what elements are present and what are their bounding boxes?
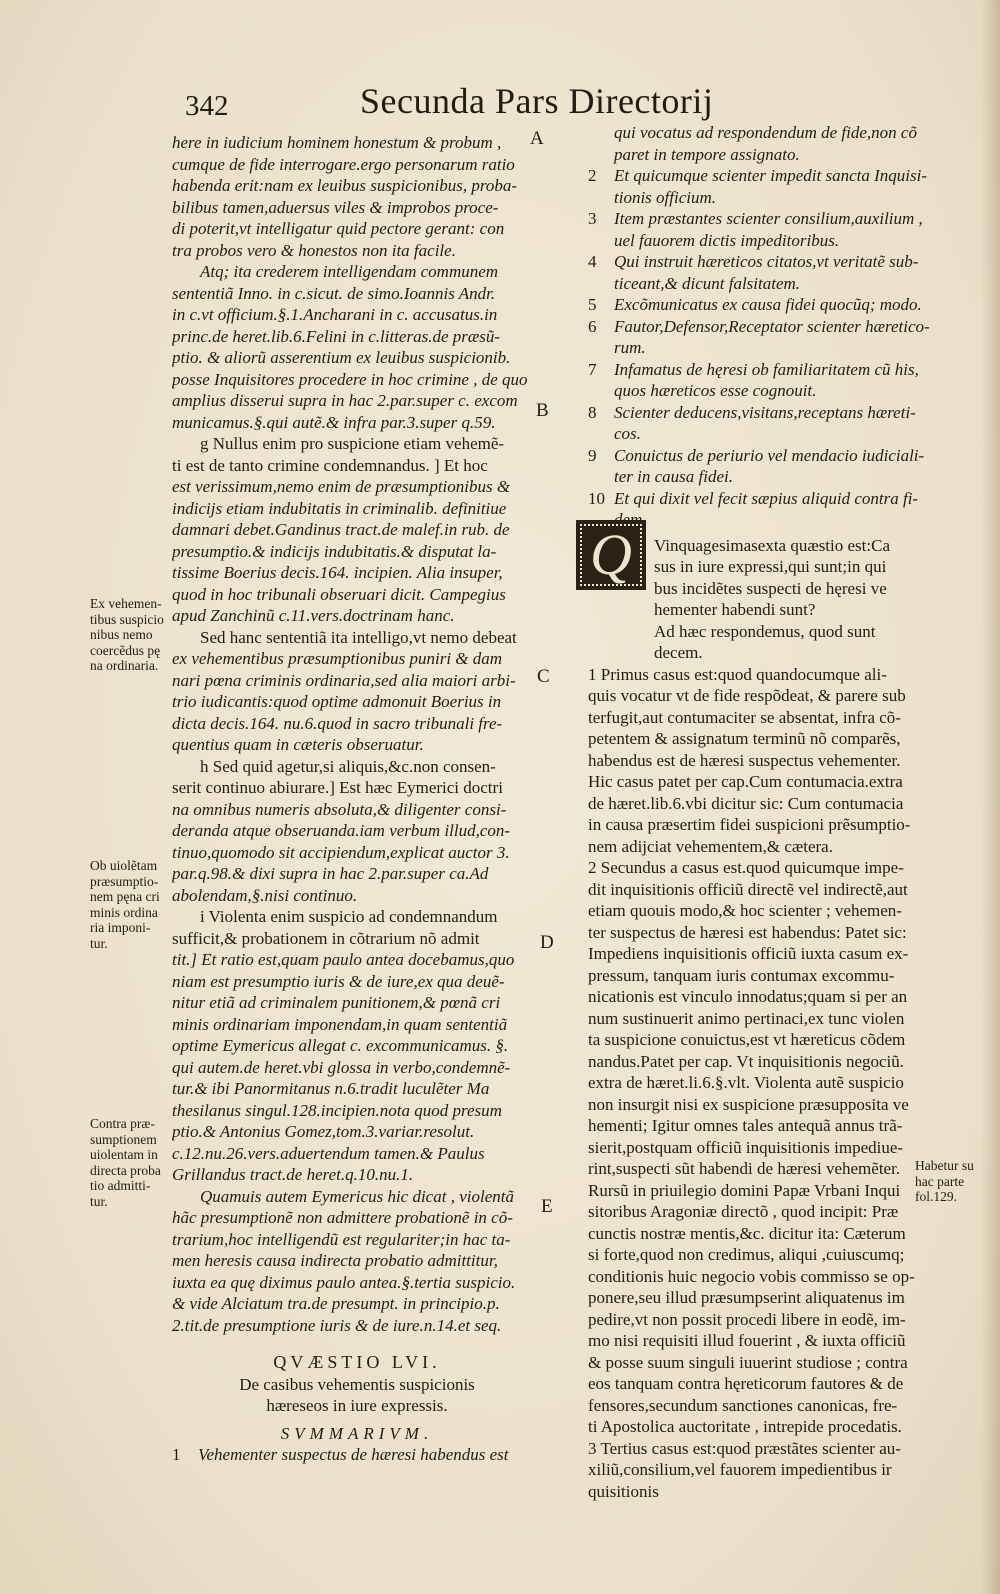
- summarium-item: [588, 144, 960, 166]
- text-line: 2 Secundus a casus est.quod quicumque impe-: [588, 858, 904, 877]
- margin-note-line: uiolentam in: [90, 1147, 158, 1162]
- margin-note-line: tio admitti-: [90, 1178, 151, 1193]
- question-subtitle: De casibus vehementis suspicionis: [239, 1374, 475, 1394]
- margin-note-line: minis ordina: [90, 904, 158, 920]
- text-line: presumptio.& indicijs indubitatis.& disputat la-: [172, 541, 497, 561]
- margin-note: [90, 858, 160, 951]
- summarium-item: [588, 359, 960, 381]
- text-line: ptio. & aliorũ asserentium ex leuibus suspicionib.: [172, 348, 511, 367]
- summarium-item: [588, 208, 960, 230]
- text-line: conditionis huic negocio vobis commisso se op-: [588, 1266, 915, 1286]
- margin-note: [915, 1158, 974, 1205]
- text-line: thesilanus singul.128.incipien.nota quod presum: [172, 1100, 502, 1120]
- right-column: [588, 122, 960, 1502]
- summarium-item: [588, 230, 960, 252]
- summarium-item-number: 4: [588, 252, 597, 271]
- question-title: QVÆSTIO LVI.: [273, 1352, 441, 1372]
- summarium-item: [588, 337, 960, 359]
- text-line: dit inquisitionis officiũ directẽ vel indirectẽ,aut: [588, 879, 908, 899]
- text-line: Sed hanc sententiã ita intelligo,vt nemo debeat: [200, 627, 517, 647]
- text-line: ex vehementibus præsumptionibus puniri & dam: [172, 649, 503, 668]
- text-line: num sustinuerit animo pertinaci,ex tunc violen: [588, 1008, 905, 1028]
- text-line: Impediens inquisitionis officiũ iuxta casum ex-: [588, 944, 909, 963]
- summarium-item-text: ticeant,& dicunt falsitatem.: [614, 273, 801, 293]
- text-line: 3 Tertius casus est:quod præstãtes scienter au-: [588, 1438, 901, 1458]
- text-line: quisitionis: [588, 1481, 659, 1501]
- text-line: in c.vt officium.§.1.Ancharani in c. accusatus.in: [172, 305, 498, 324]
- text-line: princ.de heret.lib.6.Felini in c.litteras.de præsũ-: [172, 326, 500, 346]
- summarium-item: [588, 466, 960, 488]
- margin-note: [90, 596, 164, 674]
- text-line: sierit,postquam officiũ inquisitionis impediue-: [588, 1137, 904, 1157]
- text-line: tissime Boerius decis.164. incipien. Alia insuper,: [172, 563, 503, 582]
- right-column-text: [588, 621, 960, 1503]
- text-line: cumque de fide interrogare.ergo personarum ratio: [172, 154, 515, 174]
- margin-note-line: Ex vehemen-: [90, 596, 162, 611]
- text-line: terfugit,aut contumaciter se absentat, infra cõ-: [588, 707, 901, 727]
- text-line: municamus.§.qui autẽ.& infra par.3.super q.59.: [172, 412, 496, 432]
- decorated-initial: [576, 520, 646, 590]
- text-line: rint,suspecti sũt habendi de hæresi vehemẽter.: [588, 1159, 901, 1178]
- text-line: pedire,vt non possit procedi libere in eodẽ, im-: [588, 1309, 906, 1329]
- text-line: apud Zanchinũ c.11.vers.doctrinam hanc.: [172, 606, 455, 625]
- text-line: Hic casus patet per cap.Cum contumacia.extra: [588, 772, 903, 791]
- margin-note-line: nibus nemo: [90, 627, 153, 642]
- margin-note-line: tur.: [90, 935, 108, 951]
- summarium-item-number: 1: [172, 1445, 181, 1464]
- text-line: nari pœna criminis ordinaria,sed alia maiori arbi-: [172, 670, 516, 690]
- summarium-item-text: uel fauorem dictis impeditoribus.: [614, 230, 840, 250]
- text-line: quod in hoc tribunali obseruari dicit. Campegius: [172, 584, 506, 604]
- text-line: eos tanquam contra hęreticorum fautores & de: [588, 1374, 904, 1393]
- summarium-item: [588, 488, 960, 510]
- text-line: 2.tit.de presumptione iuris & de iure.n.14.et seq.: [172, 1315, 502, 1335]
- text-line: ta suspicione conuictus,est vt hæreticus cõdem: [588, 1030, 906, 1049]
- margin-note-line: directa proba: [90, 1162, 161, 1178]
- summarium-item-text: paret in tempore assignato.: [614, 144, 800, 164]
- margin-note-line: Ob uiolẽtam: [90, 858, 158, 873]
- margin-note-line: coercẽdus pę: [90, 642, 161, 658]
- text-line: nem adijciat vehementem,& cætera.: [588, 836, 833, 856]
- summarium-item: [588, 316, 960, 338]
- text-line: here in iudicium hominem honestum & probum ,: [172, 133, 502, 152]
- text-line: xiliũ,consilium,vel fauorem impedientibus ir: [588, 1460, 892, 1479]
- text-line: iuxta ea quę diximus paulo antea.§.tertia suspicio.: [172, 1272, 516, 1292]
- text-line: ti Apostolica auctoritate , intrepide procedatis.: [588, 1417, 902, 1436]
- summarium-item-number: 3: [588, 209, 597, 228]
- text-line: indicijs etiam indubitatis in criminalib. definitiue: [172, 498, 507, 518]
- summarium-item-number: 8: [588, 402, 597, 422]
- text-line: habendus est de hæresi suspectus vehementer.: [588, 750, 901, 770]
- text-line: & vide Alciatum tra.de presumpt. in principio.p.: [172, 1294, 500, 1313]
- margin-note-line: sumptionem: [90, 1131, 157, 1147]
- text-line: qui autem.de heret.vbi glossa in verbo,condemnẽ-: [172, 1057, 511, 1077]
- summarium-item: [588, 445, 960, 467]
- text-line: sufficit,& probationem in cõtrarium nõ admit: [172, 928, 480, 948]
- summarium-item: [588, 423, 960, 445]
- text-line: di poterit,vt intelligatur quid pectore gerant: con: [172, 219, 505, 238]
- text-line: si forte,quod non credimus, aliqui ,cuiuscumq;: [588, 1245, 905, 1264]
- summarium-item-text: tionis officium.: [614, 187, 716, 207]
- summarium-item-text: rum.: [614, 338, 646, 357]
- summarium-item: [588, 187, 960, 209]
- text-line: par.q.98.& dixi supra in hac 2.par.super ca.Ad: [172, 864, 489, 883]
- initial-letter: Q: [590, 522, 632, 587]
- margin-note-line: nem pęna cri: [90, 889, 160, 904]
- text-line: tinuo,quomodo sit accipiendum,explicat auctor 3.: [172, 842, 510, 862]
- text-line: g Nullus enim pro suspicione etiam vehemẽ-: [200, 434, 505, 453]
- text-line: damnari debet.Gandinus tract.de malef.in rub. de: [172, 520, 510, 539]
- margin-note-line: hac parte: [915, 1173, 965, 1189]
- text-line: est verissimum,nemo enim de præsumptionibus &: [172, 477, 511, 496]
- text-line: Grillandus tract.de heret.q.10.nu.1.: [172, 1165, 414, 1184]
- text-line: de hæret.lib.6.vbi dicitur sic: Cum contumacia: [588, 793, 904, 813]
- text-line: minis ordinariam imponendam,in quam sententiã: [172, 1014, 508, 1034]
- summarium-item-text: Vehementer suspectus de hæresi habendus est: [198, 1445, 509, 1464]
- summarium-item-text: ter in causa fidei.: [614, 467, 733, 486]
- margin-note-line: na ordinaria.: [90, 658, 159, 673]
- summarium-item-number: 10: [588, 488, 605, 508]
- summarium-item-number: 9: [588, 445, 597, 465]
- text-line: habenda erit:nam ex leuibus suspicionibus, proba-: [172, 176, 517, 195]
- margin-note-line: Habetur su: [915, 1158, 974, 1173]
- text-line: 1 Primus casus est:quod quandocumque ali-: [588, 664, 887, 684]
- text-line: Rursũ in priuilegio domini Papæ Vrbani Inqui: [588, 1180, 901, 1200]
- summarium-item: [172, 1444, 542, 1466]
- text-line: bilibus tamen,aduersus viles & improbos proce-: [172, 197, 499, 217]
- text-line: non insurgit nisi ex suspicione præsupposita ve: [588, 1094, 909, 1114]
- text-line: decem.: [654, 643, 703, 662]
- text-line: Atq; ita crederem intelligendam communem: [200, 262, 499, 281]
- text-line: Vinquagesimasexta quæstio est:Ca: [654, 535, 890, 555]
- text-line: c.12.nu.26.vers.aduertendum tamen.& Paulus: [172, 1143, 485, 1163]
- section-marker: A: [530, 128, 544, 149]
- text-line: deranda atque obseruanda.iam verbum illud,con-: [172, 821, 511, 840]
- text-line: pressum, tanquam iuris contumax excommu-: [588, 965, 895, 985]
- margin-note: [90, 1116, 161, 1209]
- summarium-item-number: 7: [588, 359, 597, 379]
- text-line: trio iudicantis:quod optime admonuit Boerius in: [172, 692, 502, 711]
- text-line: optime Eymericus allegat c. excommunicamus. §.: [172, 1036, 509, 1055]
- summarium-item-text: Excõmunicatus ex causa fidei quocũq; modo.: [614, 295, 922, 314]
- margin-note-line: ria imponi-: [90, 920, 151, 935]
- summarium-item-text: Et qui dixit vel fecit sæpius aliquid contra fi-: [614, 488, 919, 508]
- summarium-item: [588, 165, 960, 187]
- left-column: [172, 132, 542, 1466]
- text-line: nicationis est vinculo innodatus;quam si per an: [588, 987, 908, 1006]
- summarium-item-number: 5: [588, 295, 597, 314]
- text-line: ptio.& Antonius Gomez,tom.3.variar.resolut.: [172, 1122, 475, 1141]
- text-line: tit.] Et ratio est,quam paulo antea docebamus,quo: [172, 950, 515, 969]
- text-line: hãc presumptionẽ non admittere probationẽ in cõ-: [172, 1208, 513, 1227]
- text-line: i Violenta enim suspicio ad condemnandum: [200, 907, 498, 926]
- page-number: 342: [185, 90, 229, 122]
- margin-note-line: præsumptio-: [90, 873, 159, 889]
- running-title: Secunda Pars Directorij: [360, 81, 714, 121]
- text-line: na omnibus numeris absoluta,& diligenter consi-: [172, 799, 507, 819]
- margin-note-line: tibus suspicio: [90, 611, 164, 627]
- text-line: h Sed quid agetur,si aliquis,&c.non consen-: [200, 756, 496, 776]
- text-line: hementer habendi sunt?: [654, 600, 816, 619]
- text-line: posse Inquisitores procedere in hoc crimine , de quo: [172, 369, 528, 389]
- summarium-item-text: Scienter deducens,visitans,receptans hæreti-: [614, 402, 916, 422]
- section-marker: E: [541, 1196, 553, 1217]
- section-marker: D: [540, 932, 554, 953]
- summarium-item: [588, 402, 960, 424]
- text-line: ti est de tanto crimine condemnandus. ] Et hoc: [172, 455, 488, 475]
- text-line: tra probos vero & honestos non ita facile.: [172, 240, 456, 260]
- text-line: quentius quam in cæteris obseruatur.: [172, 735, 424, 754]
- summarium-item-text: Item præstantes scienter consilium,auxilium ,: [614, 209, 923, 228]
- summarium-list: [588, 122, 960, 531]
- text-line: serit continuo abiurare.] Est hæc Eymerici doctri: [172, 778, 503, 797]
- summarium-item-number: 6: [588, 316, 597, 336]
- text-line: & posse suum singuli iuuerint studiose ; contra: [588, 1352, 908, 1372]
- text-line: niam est presumptio iuris & de iure,ex qua deuẽ-: [172, 971, 505, 991]
- summarium-item: [588, 122, 960, 144]
- margin-note-line: fol.129.: [915, 1189, 957, 1204]
- text-line: Quamuis autem Eymericus hic dicat , violentã: [200, 1186, 514, 1206]
- summarium-item: [588, 294, 960, 316]
- text-line: bus incidẽtes suspecti de hęresi ve: [654, 578, 887, 598]
- text-line: petentem & assignatum terminũ nõ comparẽs,: [588, 729, 901, 748]
- summarium-item: [588, 273, 960, 295]
- text-line: ter suspectus de hæresi est habendus: Patet sic:: [588, 922, 907, 942]
- summarium-item: [588, 380, 960, 402]
- summarium-item-text: Qui instruit hæreticos citatos,vt veritatẽ sub-: [614, 252, 919, 271]
- page-gutter-shadow: [980, 0, 1000, 1594]
- text-line: trarium,hoc intelligendũ est regulariter;in hac ta-: [172, 1229, 511, 1249]
- summarium-item-text: Conuictus de periurio vel mendacio iudiciali-: [614, 445, 925, 465]
- text-line: cunctis nostræ mentis,&c. dicitur ita: Cæterum: [588, 1223, 906, 1243]
- text-line: etiam quouis modo,& hoc scienter ; vehemen-: [588, 901, 902, 920]
- summarium-title: SVMMARIVM.: [280, 1423, 434, 1443]
- summarium-item-text: Infamatus de hęresi ob familiaritatem cũ his,: [614, 359, 919, 379]
- text-line: Ad hæc respondemus, quod sunt: [654, 621, 876, 641]
- summarium-item-text: cos.: [614, 424, 641, 443]
- text-line: men heresis causa indirecta probatio admittitur,: [172, 1251, 498, 1270]
- summarium-item-text: quos hæreticos esse cognouit.: [614, 381, 817, 400]
- left-column-text: [172, 132, 542, 1336]
- text-line: nandus.Patet per cap. Vt inquisitionis negociũ.: [588, 1051, 905, 1071]
- text-line: extra de hæret.li.6.§.vlt. Violenta autẽ suspicio: [588, 1073, 904, 1092]
- text-line: hementi; Igitur omnes tales antequã annus trã-: [588, 1116, 903, 1135]
- margin-note-line: Contra præ-: [90, 1116, 155, 1131]
- text-line: sitoribus Aragoniæ directõ , quod incipit: Præ: [588, 1202, 899, 1221]
- section-marker: B: [536, 400, 549, 421]
- text-line: fensores,secundum sanctiones canonicas, fre-: [588, 1395, 898, 1415]
- summarium-item-text: Fautor,Defensor,Receptator scienter hæretico-: [614, 316, 930, 336]
- text-line: nitur etiã ad criminalem punitionem,& pœnã cri: [172, 993, 501, 1012]
- text-line: tur.& ibi Panormitanus n.6.tradit luculẽter Ma: [172, 1079, 490, 1098]
- text-line: mo nisi requisiti illud fouerint , & iuxta officiũ: [588, 1331, 906, 1350]
- text-line: sententiã Inno. in c.sicut. de simo.Ioannis Andr.: [172, 283, 496, 303]
- question-subtitle: hæreseos in iure expressis.: [266, 1396, 448, 1415]
- margin-note-line: tur.: [90, 1193, 108, 1209]
- summarium-item-number: 2: [588, 166, 597, 185]
- text-line: quis vocatur vt de fide respõdeat, & parere sub: [588, 686, 906, 705]
- text-line: dicta decis.164. nu.6.quod in sacro tribunali fre-: [172, 713, 503, 733]
- section-marker: C: [537, 666, 550, 687]
- summarium-item-text: qui vocatus ad respondendum de fide,non cõ: [614, 123, 917, 142]
- summarium-item: [588, 251, 960, 273]
- text-line: abolendam,§.nisi continuo.: [172, 885, 358, 905]
- summarium-item-text: Et quicumque scienter impedit sancta Inquisi-: [614, 166, 928, 185]
- text-line: in causa præsertim fidei suspicioni prẽsumptio-: [588, 815, 911, 834]
- text-line: ponere,seu illud præsumpserint aliquatenus im: [588, 1288, 905, 1307]
- text-line: amplius disserui supra in hac 2.par.super c. excom: [172, 391, 518, 410]
- text-line: sus in iure expressi,qui sunt;in qui: [654, 557, 887, 576]
